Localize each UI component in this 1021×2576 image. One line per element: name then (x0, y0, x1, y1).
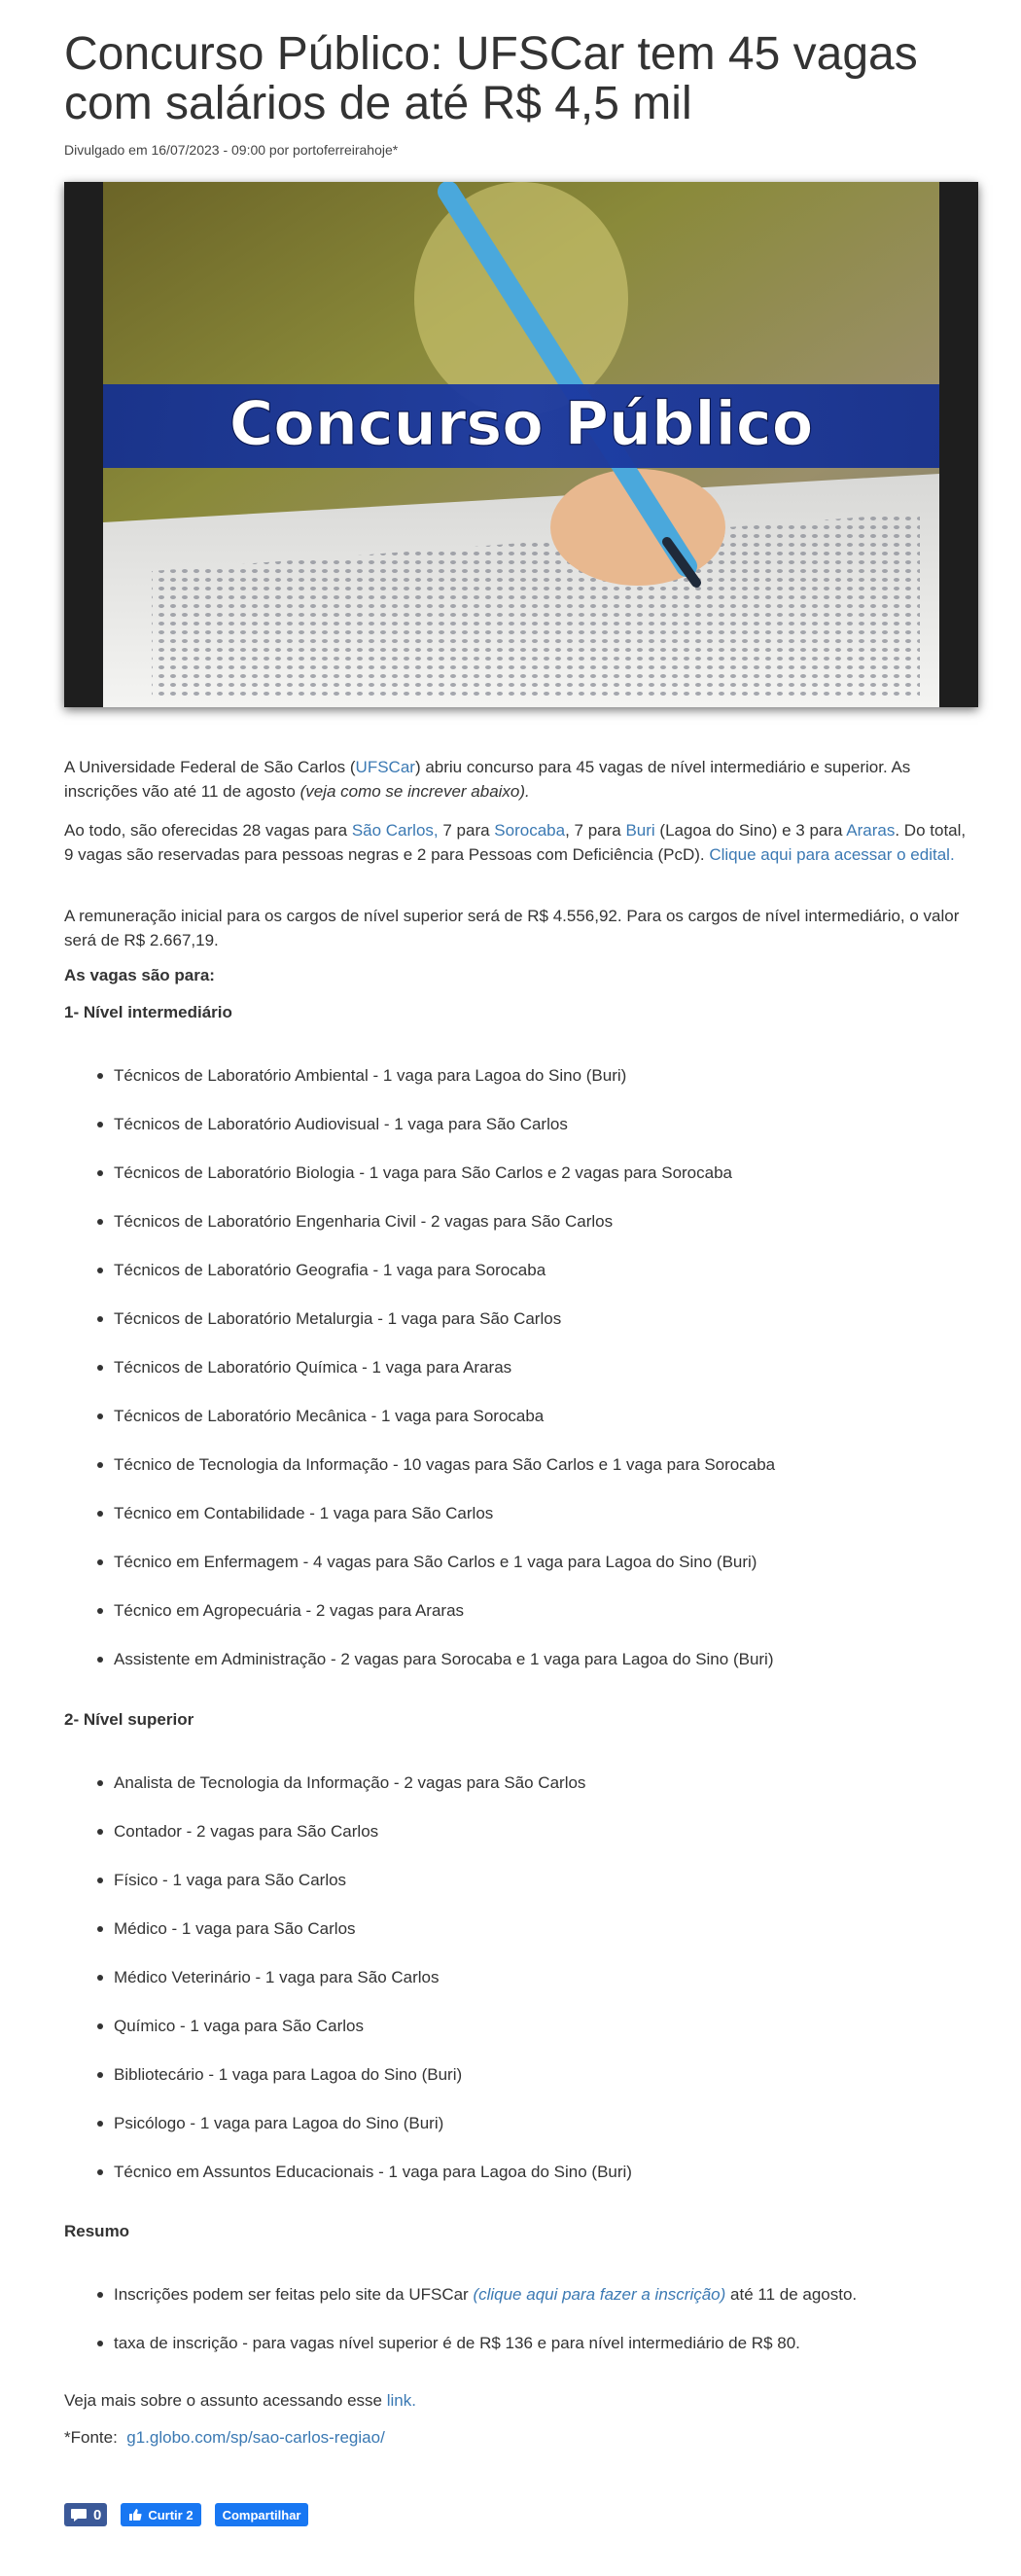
heading-vagas: As vagas são para: (64, 966, 215, 984)
more-info-link[interactable]: link. (386, 2391, 416, 2410)
share-button[interactable] (215, 2503, 309, 2526)
list-item: Médico Veterinário - 1 vaga para São Carlos (64, 1965, 978, 2014)
summary-list (64, 2282, 978, 2379)
source-link[interactable]: g1.globo.com/sp/sao-carlos-regiao/ (126, 2428, 385, 2447)
comments-button[interactable] (64, 2503, 107, 2526)
frame-left (64, 182, 103, 707)
sorocaba-link[interactable]: Sorocaba (494, 821, 566, 840)
list-item: Técnicos de Laboratório Ambiental - 1 vaga para Lagoa do Sino (Buri) (64, 1063, 978, 1112)
hero-image (64, 182, 978, 707)
list-item: Técnicos de Laboratório Geografia - 1 vaga para Sorocaba (64, 1258, 978, 1306)
intro-p2-text-1: Ao todo, são oferecidas 28 vagas para (64, 821, 352, 840)
heading-resumo: Resumo (64, 2222, 130, 2240)
list-item: Técnicos de Laboratório Engenharia Civil - 2 vagas para São Carlos (64, 1209, 978, 1258)
source-paragraph (64, 2425, 978, 2450)
list-item: Técnico em Assuntos Educacionais - 1 vaga para Lagoa do Sino (Buri) (64, 2160, 978, 2208)
intro-p2-text-4: (Lagoa do Sino) e 3 para (654, 821, 847, 840)
article-title: Concurso Público: UFSCar tem 45 vagas com salários de até R$ 4,5 mil (64, 28, 918, 129)
intro-paragraph-2 (64, 818, 978, 867)
list-item: Técnicos de Laboratório Mecânica - 1 vaga para Sorocaba (64, 1404, 978, 1452)
summary-item: taxa de inscrição - para vagas nível superior é de R$ 136 e para nível intermediário de R$ 80. (64, 2331, 978, 2379)
summary-item-1-text: Inscrições podem ser feitas pelo site da UFSCar (114, 2285, 474, 2304)
banner-text: Concurso Público (229, 388, 814, 459)
thumbs-up-icon (128, 2508, 142, 2522)
intro-p2-text-3: , 7 para (565, 821, 626, 840)
intro-p2-text-5: . Do total, 9 vagas são reservadas para pessoas negras e 2 para Pessoas com Deficiência (PcD). (64, 821, 967, 864)
list-item: Químico - 1 vaga para São Carlos (64, 2014, 978, 2062)
comments-count: 0 (93, 2506, 102, 2523)
intro-p1-text: A Universidade Federal de São Carlos ( (64, 758, 356, 776)
heading-superior: 2- Nível superior (64, 1710, 194, 1729)
comment-icon (70, 2508, 88, 2522)
inscricao-link[interactable]: (clique aqui para fazer a inscrição) (473, 2285, 726, 2304)
like-button[interactable] (121, 2503, 200, 2526)
heading-intermediario: 1- Nível intermediário (64, 1003, 232, 1021)
like-label: Curtir 2 (148, 2507, 194, 2522)
intermediate-list (64, 1063, 978, 1696)
social-bar (64, 2502, 308, 2527)
list-item: Técnicos de Laboratório Biologia - 1 vaga para São Carlos e 2 vagas para Sorocaba (64, 1161, 978, 1209)
list-item: Físico - 1 vaga para São Carlos (64, 1868, 978, 1916)
summary-item (64, 2282, 978, 2331)
list-item: Técnico de Tecnologia da Informação - 10 vagas para São Carlos e 1 vaga para Sorocaba (64, 1452, 978, 1501)
list-item: Contador - 2 vagas para São Carlos (64, 1819, 978, 1868)
list-item: Técnico em Enfermagem - 4 vagas para São Carlos e 1 vaga para Lagoa do Sino (Buri) (64, 1550, 978, 1598)
list-item: Assistente em Administração - 2 vagas para Sorocaba e 1 vaga para Lagoa do Sino (Buri) (64, 1647, 978, 1696)
intro-p1-text-2: ) abriu concurso para 45 vagas de nível intermediário e superior. As inscrições vão até 11 de agosto (64, 758, 911, 801)
share-label: Compartilhar (222, 2507, 301, 2522)
byline: Divulgado em 16/07/2023 - 09:00 por portoferreirahoje* (64, 142, 399, 158)
superior-list (64, 1771, 978, 2208)
list-item: Médico - 1 vaga para São Carlos (64, 1916, 978, 1965)
more-info-text: Veja mais sobre o assunto acessando esse (64, 2391, 387, 2410)
list-item: Técnicos de Laboratório Metalurgia - 1 vaga para São Carlos (64, 1306, 978, 1355)
list-item: Técnico em Agropecuária - 2 vagas para Araras (64, 1598, 978, 1647)
list-item: Bibliotecário - 1 vaga para Lagoa do Sino (Buri) (64, 2062, 978, 2111)
araras-link[interactable]: Araras (846, 821, 896, 840)
hero-illustration (64, 182, 978, 707)
sao-carlos-link[interactable]: São Carlos, (351, 821, 439, 840)
buri-link[interactable]: Buri (625, 821, 655, 840)
list-item: Analista de Tecnologia da Informação - 2 vagas para São Carlos (64, 1771, 978, 1819)
source-label: *Fonte: (64, 2428, 118, 2447)
more-info-paragraph (64, 2388, 978, 2413)
list-item: Técnicos de Laboratório Química - 1 vaga para Araras (64, 1355, 978, 1404)
list-item: Técnico em Contabilidade - 1 vaga para São Carlos (64, 1501, 978, 1550)
intro-paragraph-1 (64, 755, 978, 804)
intro-paragraph-3: A remuneração inicial para os cargos de nível superior será de R$ 4.556,92. Para os cargos de nível intermediário, o valor será de R$ 2.667,19. (64, 907, 960, 949)
edital-link[interactable]: Clique aqui para acessar o edital. (709, 845, 955, 864)
intro-p2-text-2: 7 para (438, 821, 495, 840)
intro-p1-italic: (veja como se increver abaixo). (299, 782, 530, 801)
ufscar-link[interactable]: UFSCar (355, 758, 415, 776)
list-item: Técnicos de Laboratório Audiovisual - 1 vaga para São Carlos (64, 1112, 978, 1161)
frame-right (939, 182, 978, 707)
list-item: Psicólogo - 1 vaga para Lagoa do Sino (Buri) (64, 2111, 978, 2160)
summary-item-1-text-2: até 11 de agosto. (725, 2285, 858, 2304)
